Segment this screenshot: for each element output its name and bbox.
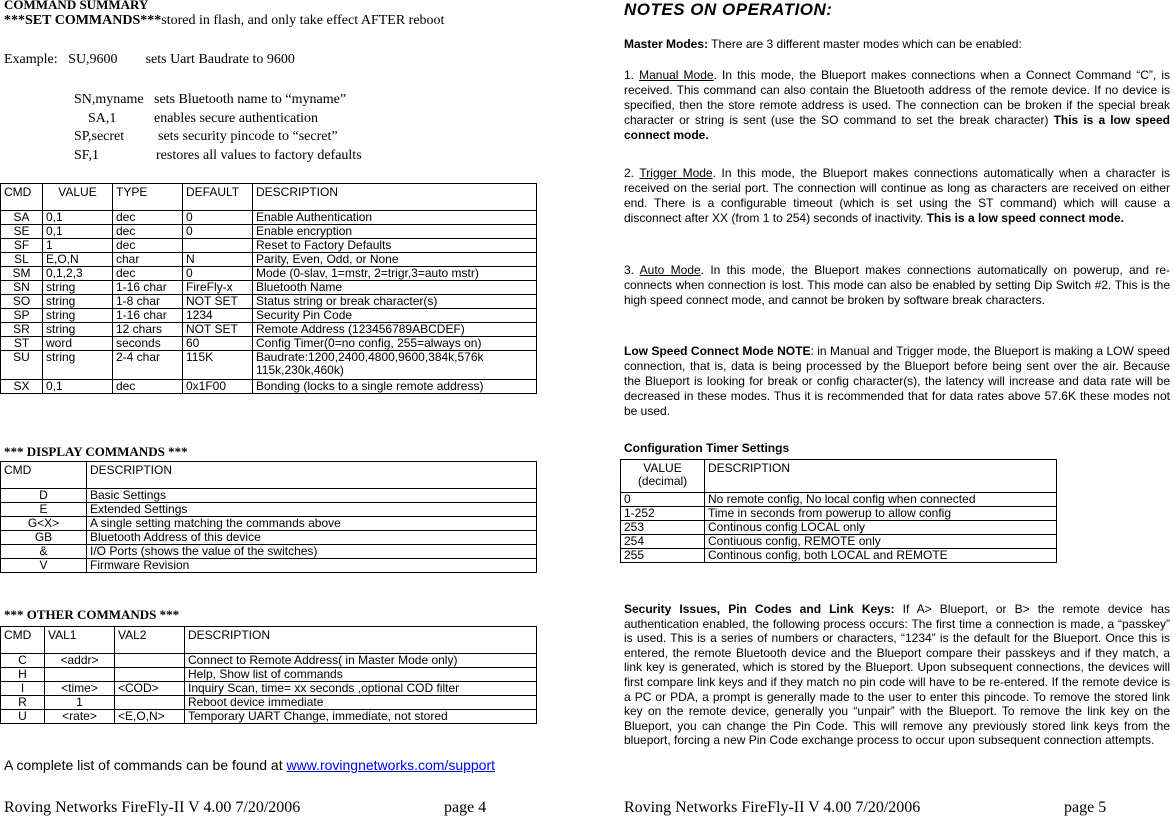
- table-cell: [45, 668, 115, 682]
- table-cell: 115K: [183, 351, 253, 380]
- config-timer-heading: Configuration Timer Settings: [624, 441, 790, 455]
- header-cell: VAL1: [45, 627, 115, 654]
- table-cell: SU: [1, 351, 43, 380]
- other-commands-table: [0, 626, 537, 724]
- table-row: [1, 309, 537, 323]
- table-cell: Basic Settings: [87, 489, 537, 503]
- table-row: [1, 267, 537, 281]
- table-cell: 1-252: [621, 507, 705, 521]
- table-cell: Remote Address (123456789ABCDEF): [253, 323, 537, 337]
- other-commands-heading: *** OTHER COMMANDS ***: [4, 607, 180, 622]
- table-cell: &: [1, 545, 87, 559]
- table-cell: Extended Settings: [87, 503, 537, 517]
- examples-list: [74, 91, 362, 165]
- table-row: [1, 351, 537, 380]
- table-cell: Reset to Factory Defaults: [253, 239, 537, 253]
- table-cell: SA: [1, 211, 43, 225]
- left-page: [0, 0, 560, 821]
- example-row: [74, 128, 362, 147]
- low-speed-note-text: : in Manual and Trigger mode, the Blueport is making a LOW speed connection, that is, data is being processed by the Blueport before being sent over the air. Because the Blueport is looking for break or config character(s), the latency will increase and data rate will be decreased in these modes. Thus it is recommended that for data rates above 57.6K these modes not be used.: [624, 344, 1170, 418]
- table-row: [1, 380, 537, 394]
- right-page: [620, 0, 1173, 821]
- table-cell: N: [183, 253, 253, 267]
- table-row: [621, 507, 1057, 521]
- header-cell: DESCRIPTION: [185, 627, 537, 654]
- example-row: [74, 91, 362, 110]
- example-row-desc: sets security pincode to “secret”: [158, 129, 338, 144]
- table-cell: dec: [113, 225, 183, 239]
- table-cell: Bonding (locks to a single remote address): [253, 380, 537, 394]
- table-cell: char: [113, 253, 183, 267]
- table-cell: <E,O,N>: [115, 710, 185, 724]
- table-row: [1, 337, 537, 351]
- table-cell: 0: [183, 225, 253, 239]
- table-cell: I: [1, 682, 45, 696]
- table-cell: G<X>: [1, 517, 87, 531]
- table-row: [1, 211, 537, 225]
- table-cell: 1: [43, 239, 113, 253]
- example-row-cmd: SF,1: [74, 147, 99, 163]
- complete-list-text: A complete list of commands can be found at: [4, 757, 287, 773]
- header-cell: VALUE: [43, 184, 113, 211]
- table-row: [621, 549, 1057, 563]
- auto-mode-text: . In this mode, the Blueport makes connections automatically on powerup, and re-connects when connection is lost. This mode can also be enabled by setting Dip Switch #2. This is the high speed connect mode, and cannot be broken by software break characters.: [624, 263, 1170, 307]
- table-cell: V: [1, 559, 87, 573]
- table-cell: 2-4 char: [113, 351, 183, 380]
- table-row: [621, 535, 1057, 549]
- example-row-desc: restores all values to factory defaults: [156, 147, 362, 163]
- table-cell: Firmware Revision: [87, 559, 537, 573]
- table-cell: word: [43, 337, 113, 351]
- table-row: [1, 323, 537, 337]
- table-cell: Reboot device immediate: [185, 696, 537, 710]
- config-timer-table: [620, 459, 1057, 563]
- table-cell: 0: [183, 211, 253, 225]
- example-cmd: SU,9600: [68, 52, 118, 67]
- table-header-row: [1, 184, 537, 211]
- table-cell: dec: [113, 380, 183, 394]
- table-cell: 1-16 char: [113, 281, 183, 295]
- table-cell: No remote config, No local config when connected: [705, 493, 1057, 507]
- display-commands-heading: *** DISPLAY COMMANDS ***: [4, 444, 188, 459]
- footer-left: Roving Networks FireFly-II V 4.00 7/20/2006: [624, 799, 921, 816]
- table-cell: Time in seconds from powerup to allow config: [705, 507, 1057, 521]
- table-cell: Bluetooth Name: [253, 281, 537, 295]
- auto-mode-label: Auto Mode: [639, 263, 701, 277]
- table-cell: 60: [183, 337, 253, 351]
- security-label: Security Issues, Pin Codes and Link Keys:: [624, 602, 895, 616]
- table-row: [1, 531, 537, 545]
- table-row: [1, 253, 537, 267]
- table-cell: 0,1: [43, 380, 113, 394]
- low-speed-note-para: [624, 344, 1170, 419]
- table-row: [1, 517, 537, 531]
- table-row: [1, 710, 537, 724]
- table-cell: FireFly-x: [183, 281, 253, 295]
- table-cell: <COD>: [115, 682, 185, 696]
- set-commands-table: [0, 183, 537, 394]
- table-cell: [115, 654, 185, 668]
- table-cell: A single setting matching the commands above: [87, 517, 537, 531]
- set-commands-note: [4, 13, 444, 29]
- manual-mode-text: . In this mode, the Blueport makes connections when a Connect Command “C”, is received. This command can also contain the Bluetooth address of the remote device. If no device is specified, then the store remote address is used. The connection can be broken if the special break character or string is sent (use the SO command to set the break character): [624, 68, 1170, 127]
- table-row: [1, 682, 537, 696]
- table-header-row: [1, 627, 537, 654]
- table-cell: <rate>: [45, 710, 115, 724]
- table-cell: SN: [1, 281, 43, 295]
- table-cell: Mode (0-slav, 1=mstr, 2=trigr,3=auto mstr): [253, 267, 537, 281]
- table-cell: <addr>: [45, 654, 115, 668]
- table-cell: R: [1, 696, 45, 710]
- table-cell: SX: [1, 380, 43, 394]
- table-cell: Bluetooth Address of this device: [87, 531, 537, 545]
- manual-mode-para: [624, 68, 1170, 143]
- header-cell: VALUE (decimal): [621, 460, 705, 493]
- table-cell: 1-16 char: [113, 309, 183, 323]
- table-cell: Contiuous config, REMOTE only: [705, 535, 1057, 549]
- table-cell: NOT SET: [183, 295, 253, 309]
- set-commands-heading: ***SET COMMANDS***: [4, 13, 162, 28]
- table-row: [1, 559, 537, 573]
- table-cell: Connect to Remote Address( in Master Mode only): [185, 654, 537, 668]
- example-row-desc: sets Bluetooth name to “myname”: [154, 92, 347, 107]
- example-line: [4, 52, 295, 68]
- example-row-cmd: SP,secret: [74, 129, 125, 144]
- table-cell: Enable Authentication: [253, 211, 537, 225]
- header-cell: DESCRIPTION: [705, 460, 1057, 493]
- notes-title: NOTES ON OPERATION:: [624, 0, 833, 19]
- header-cell: DEFAULT: [183, 184, 253, 211]
- auto-mode-num: 3.: [624, 263, 640, 277]
- table-cell: SP: [1, 309, 43, 323]
- table-cell: 12 chars: [113, 323, 183, 337]
- command-summary-title: COMMAND SUMMARY: [4, 0, 149, 12]
- table-cell: 0,1,2,3: [43, 267, 113, 281]
- table-cell: 0,1: [43, 211, 113, 225]
- table-row: [621, 521, 1057, 535]
- display-commands-table: [0, 461, 537, 573]
- trigger-mode-label: Trigger Mode: [639, 166, 713, 180]
- table-cell: 0: [183, 267, 253, 281]
- table-cell: H: [1, 668, 45, 682]
- table-cell: [115, 668, 185, 682]
- master-modes-para: [624, 37, 1170, 52]
- page-number: page 4: [444, 799, 487, 816]
- header-cell: DESCRIPTION: [87, 462, 537, 489]
- example-row-cmd: SN,myname: [74, 92, 144, 107]
- table-row: [1, 668, 537, 682]
- table-cell: 1: [45, 696, 115, 710]
- table-cell: <time>: [45, 682, 115, 696]
- header-cell: CMD: [1, 462, 87, 489]
- example-row-desc: enables secure authentication: [154, 110, 319, 126]
- table-cell: 0,1: [43, 225, 113, 239]
- example-label: Example:: [4, 52, 58, 67]
- footer-left: Roving Networks FireFly-II V 4.00 7/20/2006: [4, 799, 301, 816]
- table-cell: 255: [621, 549, 705, 563]
- header-cell: TYPE: [113, 184, 183, 211]
- table-cell: Security Pin Code: [253, 309, 537, 323]
- trigger-mode-bold: This is a low speed connect mode.: [926, 211, 1124, 225]
- security-para: [624, 602, 1170, 748]
- trigger-mode-para: [624, 166, 1170, 226]
- table-cell: U: [1, 710, 45, 724]
- table-cell: D: [1, 489, 87, 503]
- table-cell: string: [43, 351, 113, 380]
- table-cell: 0x1F00: [183, 380, 253, 394]
- page-number: page 5: [1064, 799, 1107, 816]
- header-cell: VAL2: [115, 627, 185, 654]
- table-cell: ST: [1, 337, 43, 351]
- table-cell: dec: [113, 267, 183, 281]
- table-cell: 254: [621, 535, 705, 549]
- table-row: [1, 281, 537, 295]
- table-cell: SO: [1, 295, 43, 309]
- master-modes-label: Master Modes:: [624, 37, 709, 51]
- table-row: [1, 239, 537, 253]
- table-cell: Continous config, both LOCAL and REMOTE: [705, 549, 1057, 563]
- complete-list-line: [4, 757, 495, 773]
- security-text: If A> Blueport, or B> the remote device has authentication enabled, the following process occurs: The first time a connection is made, a “passkey” is used. This is a series of numbers or characters, “1234” is the default for the Blueport. Once this is entered, the remote Bluetooth device and the Blueport compare their passkeys and if they match, a link key is generated, which is stored by the Blueport. Upon subsequent connections, the devices will first compare link keys and if they match no pin code will have to be re-entered. If the remote device is a PC or PDA, a prompt is generally made to the user to enter this pincode. To remove the stored link key on the remote device, generally you “unpair” with the Blueport. To remove the link key on the Blueport, you can change the Pin Code. This will remove any previously stored link keys from the blueport, forcing a new Pin Code exchange process to occur upon subsequent connection attempts.: [624, 602, 1170, 748]
- table-cell: SF: [1, 239, 43, 253]
- table-cell: C: [1, 654, 45, 668]
- table-cell: Status string or break character(s): [253, 295, 537, 309]
- table-cell: Enable encryption: [253, 225, 537, 239]
- table-cell: 0: [621, 493, 705, 507]
- table-header-row: [1, 462, 537, 489]
- table-row: [1, 696, 537, 710]
- table-cell: string: [43, 323, 113, 337]
- table-cell: 253: [621, 521, 705, 535]
- table-cell: E,O,N: [43, 253, 113, 267]
- table-cell: dec: [113, 211, 183, 225]
- table-cell: SE: [1, 225, 43, 239]
- table-cell: string: [43, 309, 113, 323]
- table-row: [1, 545, 537, 559]
- trigger-mode-num: 2.: [624, 166, 640, 180]
- low-speed-note-label: Low Speed Connect Mode NOTE: [624, 344, 811, 358]
- manual-mode-label: Manual Mode: [639, 68, 714, 82]
- table-cell: dec: [113, 239, 183, 253]
- table-cell: SM: [1, 267, 43, 281]
- table-cell: Parity, Even, Odd, or None: [253, 253, 537, 267]
- example-row-cmd: SA,1: [88, 110, 117, 126]
- table-cell: Baudrate:1200,2400,4800,9600,384k,576k 115k,230k,460k): [253, 351, 537, 380]
- table-cell: SR: [1, 323, 43, 337]
- manual-mode-bold: This is a low speed connect mode.: [624, 113, 1170, 142]
- table-cell: Continous config LOCAL only: [705, 521, 1057, 535]
- table-cell: E: [1, 503, 87, 517]
- table-row: [1, 489, 537, 503]
- table-cell: seconds: [113, 337, 183, 351]
- table-cell: 1234: [183, 309, 253, 323]
- table-cell: GB: [1, 531, 87, 545]
- table-cell: SL: [1, 253, 43, 267]
- header-cell: CMD: [1, 627, 45, 654]
- example-desc: sets Uart Baudrate to 9600: [145, 52, 295, 67]
- table-cell: string: [43, 295, 113, 309]
- auto-mode-para: [624, 263, 1170, 308]
- table-row: [1, 654, 537, 668]
- table-cell: [183, 239, 253, 253]
- master-modes-text: There are 3 different master modes which can be enabled:: [708, 37, 1022, 51]
- support-link[interactable]: www.rovingnetworks.com/support: [286, 757, 496, 773]
- table-cell: [115, 696, 185, 710]
- table-cell: Help, Show list of commands: [185, 668, 537, 682]
- example-row: [74, 110, 362, 129]
- table-cell: Temporary UART Change, immediate, not stored: [185, 710, 537, 724]
- table-cell: 1-8 char: [113, 295, 183, 309]
- table-row: [1, 225, 537, 239]
- table-row: [621, 493, 1057, 507]
- table-row: [1, 295, 537, 309]
- set-commands-note-text: stored in flash, and only take effect AFTER reboot: [161, 13, 445, 28]
- header-cell: CMD: [1, 184, 43, 211]
- table-cell: I/O Ports (shows the value of the switches): [87, 545, 537, 559]
- table-row: [1, 503, 537, 517]
- header-cell: DESCRIPTION: [253, 184, 537, 211]
- table-cell: Config Timer(0=no config, 255=always on): [253, 337, 537, 351]
- manual-mode-num: 1.: [624, 68, 640, 82]
- table-cell: Inquiry Scan, time= xx seconds ,optional COD filter: [185, 682, 537, 696]
- example-row: [74, 147, 362, 166]
- table-cell: string: [43, 281, 113, 295]
- table-cell: NOT SET: [183, 323, 253, 337]
- table-header-row: [621, 460, 1057, 493]
- trigger-mode-text: . In this mode, the Blueport makes connections automatically when a character is received on the serial port. The connection will continue as long as characters are received on either end. There is a configurable timeout (which is set using the ST command) which will cause a disconnect after XX (from 1 to 254) seconds of inactivity.: [624, 166, 1171, 225]
